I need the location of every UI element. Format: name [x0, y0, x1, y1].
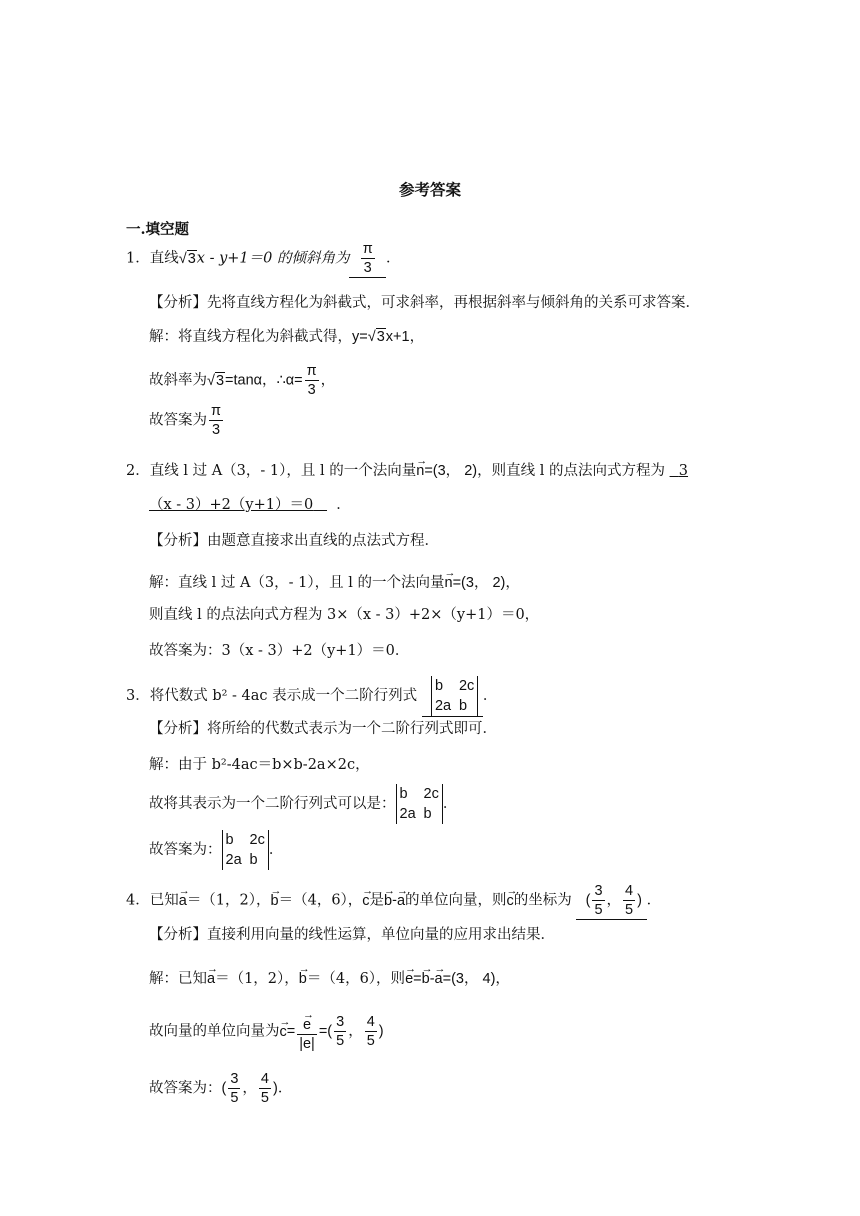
q3-solution-3: 故答案为： b 2c 2a b ． [149, 832, 284, 868]
determinant: b 2c 2a b [431, 676, 478, 716]
answer-blank: 3 [678, 463, 689, 479]
q1-solution-2: 故斜率为√3=tanα，∴α= $\frac{\pi}{3}$ ， [149, 363, 336, 398]
q3-solution-1: 解：由于 b²-4ac＝b×b-2a×2c， [149, 757, 370, 773]
page-title: 参考答案 [398, 180, 461, 199]
question-2: 2．直线 l 过 A（3，- 1），且 l 的一个法向量→ n=(3， 2)，则直线 l 的点法向式方程为 3 [126, 454, 688, 482]
answer-blank: $\frac{\pi}{3}$ [349, 240, 385, 278]
sqrt-symbol: √3 [178, 250, 196, 267]
q4-analysis: 【分析】直接利用向量的线性运算，单位向量的应用求出结果． [149, 927, 555, 943]
question-1: 1．直线√3x - y+1＝0 的倾斜角为 $\frac{\pi}{3}$ ． [126, 241, 401, 276]
q4-solution-2: 故向量的单位向量为→ c= → $\frac{e}{|e|}$ =( $\frac{3}{5}$ ， $\frac{4}{5}$ ) [149, 1010, 384, 1053]
q1-solution-3: 故答案为 $\frac{\pi}{3}$ [149, 403, 222, 438]
section-heading: 一.填空题 [126, 221, 190, 238]
question-3: 3．将代数式 b² - 4ac 表示成一个二阶行列式 b 2c 2a b ． [126, 676, 497, 717]
answer-blank: ( $\frac{3}{5}$ ， $\frac{4}{5}$ ) [576, 882, 646, 920]
q4-solution-1: 解：已知→ a＝（1，2），→ b＝（4，6），则→ e=→ b-→ a=(3， 4)， [149, 962, 510, 990]
q2-analysis: 【分析】由题意直接求出直线的点法式方程． [149, 533, 439, 549]
q1-analysis: 【分析】先将直线方程化为斜截式，可求斜率，再根据斜率与倾斜角的关系可求答案． [149, 295, 700, 311]
q2-solution-2: 则直线 l 的点法向式方程为 3×（x - 3）+2×（y+1）＝0， [149, 607, 540, 623]
question-4: 4．已知→ a＝（1，2），→ b＝（4，6），→ c是→ b-→ a的单位向量，则→ c的坐标为 ( $\frac{3}{5}$ ， $\frac{4}{5}$ ) ． [126, 882, 661, 920]
q1-solution-1: 解：将直线方程化为斜截式得，y=√3x+1， [149, 329, 425, 345]
vector-n: → n [416, 454, 424, 482]
q3-solution-2: 故将其表示为一个二阶行列式可以是： b 2c 2a b ． [149, 786, 458, 822]
q2-solution-3: 故答案为：3（x - 3）+2（y+1）＝0． [149, 643, 410, 659]
answer-blank-cont: （x - 3）+2（y+1）＝0 [149, 497, 314, 513]
q3-analysis: 【分析】将所给的代数式表示为一个二阶行列式即可． [149, 721, 497, 737]
q4-solution-3: 故答案为：( $\frac{3}{5}$ ， $\frac{4}{5}$ )． [149, 1071, 293, 1106]
q2-solution-1: 解：直线 l 过 A（3，- 1），且 l 的一个法向量→ n=(3， 2)， [149, 566, 520, 594]
question-2-cont: （x - 3）+2（y+1）＝0 ． [149, 497, 351, 513]
